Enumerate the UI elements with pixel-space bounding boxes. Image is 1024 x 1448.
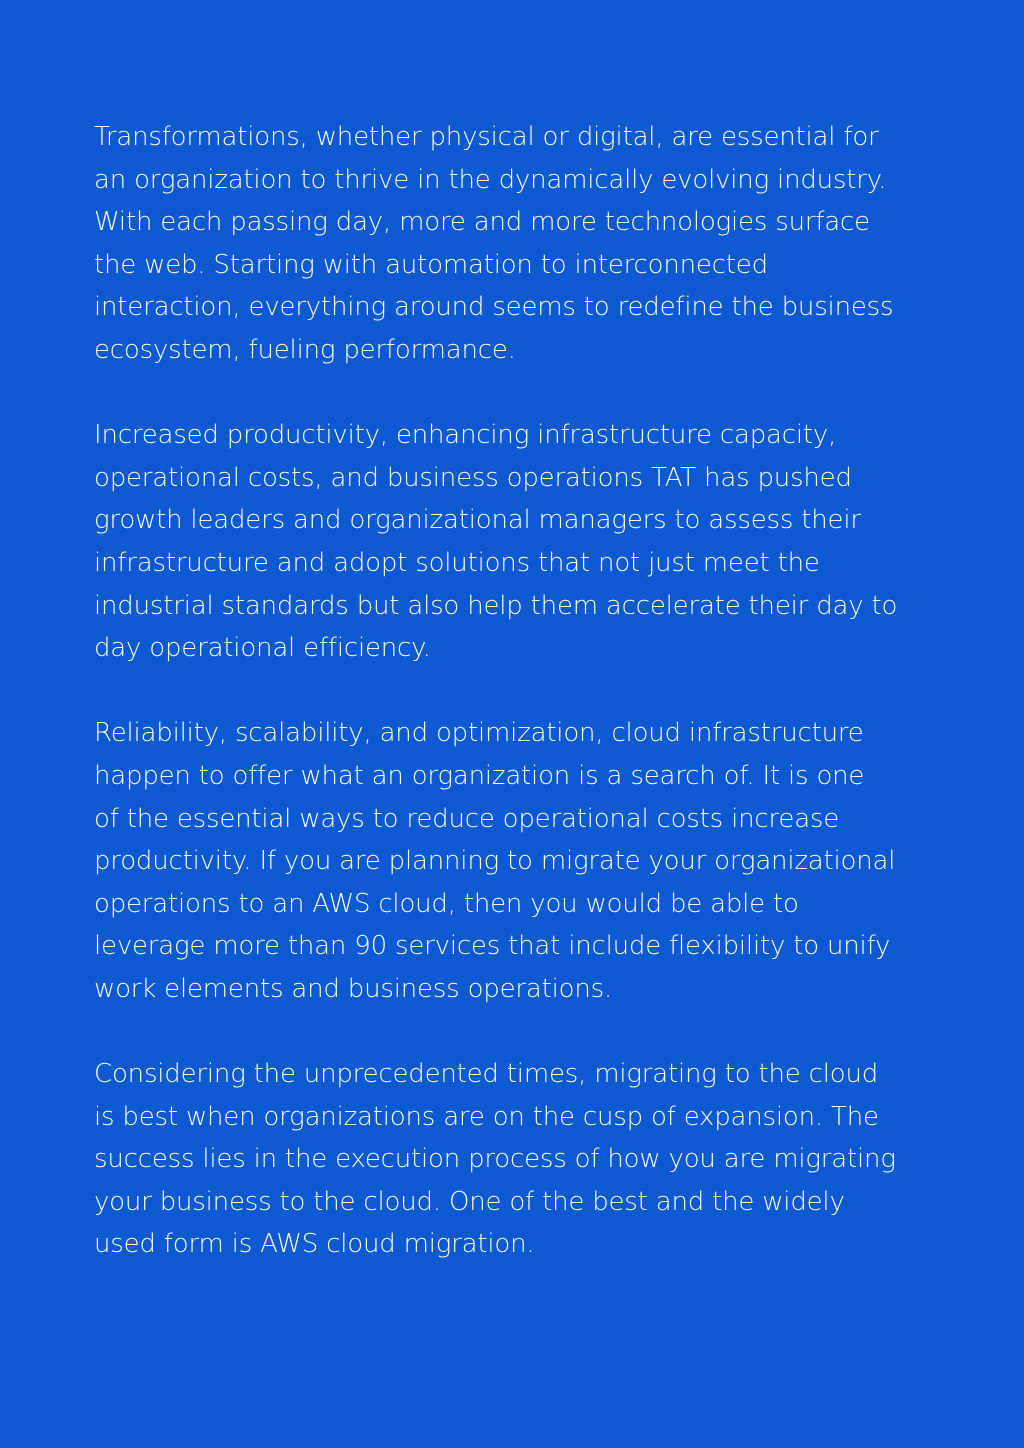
text-line: industrial standards but also help them accelerate their day to — [94, 590, 898, 621]
text-line: is best when organizations are on the cusp of expansion. The — [94, 1101, 879, 1132]
text-line: infrastructure and adopt solutions that not just meet the — [94, 547, 820, 578]
text-line: interaction, everything around seems to redefine the business — [94, 292, 894, 323]
text-line: your business to the cloud. One of the best and the widely — [94, 1186, 845, 1217]
text-line: ecosystem, fueling performance. — [94, 334, 516, 365]
paragraph-considering — [94, 1053, 934, 1266]
text-line: Transformations, whether physical or digital, are essential for — [94, 122, 879, 152]
text-line: growth leaders and organizational managers to assess their — [94, 505, 861, 536]
text-line: of the essential ways to reduce operational costs increase — [94, 803, 840, 834]
text-line: operations to an AWS cloud, then you would be able to — [94, 888, 799, 919]
paragraph-transformations — [94, 116, 934, 372]
text-line: leverage more than 90 services that include flexibility to unify — [94, 931, 891, 962]
text-line: productivity. If you are planning to migrate your organizational — [94, 846, 896, 877]
paragraph-reliability — [94, 712, 934, 1010]
text-line: Reliability, scalability, and optimization, cloud infrastructure — [94, 718, 864, 749]
text-line: an organization to thrive in the dynamically evolving industry. — [94, 164, 887, 195]
text-line: Considering the unprecedented times, migrating to the cloud — [94, 1059, 879, 1090]
text-line: success lies in the execution process of how you are migrating — [94, 1144, 896, 1175]
text-line: day operational efficiency. — [94, 633, 431, 664]
text-line: work elements and business operations. — [94, 973, 613, 1004]
text-line: With each passing day, more and more technologies surface — [94, 207, 870, 238]
paragraph-productivity — [94, 414, 934, 670]
text-line: happen to offer what an organization is a search of. It is one — [94, 760, 865, 791]
text-line: Increased productivity, enhancing infrastructure capacity, — [94, 420, 837, 451]
text-line: the web. Starting with automation to interconnected — [94, 249, 768, 280]
text-line: used form is AWS cloud migration. — [94, 1229, 535, 1260]
text-line: operational costs, and business operations TAT has pushed — [94, 462, 852, 493]
